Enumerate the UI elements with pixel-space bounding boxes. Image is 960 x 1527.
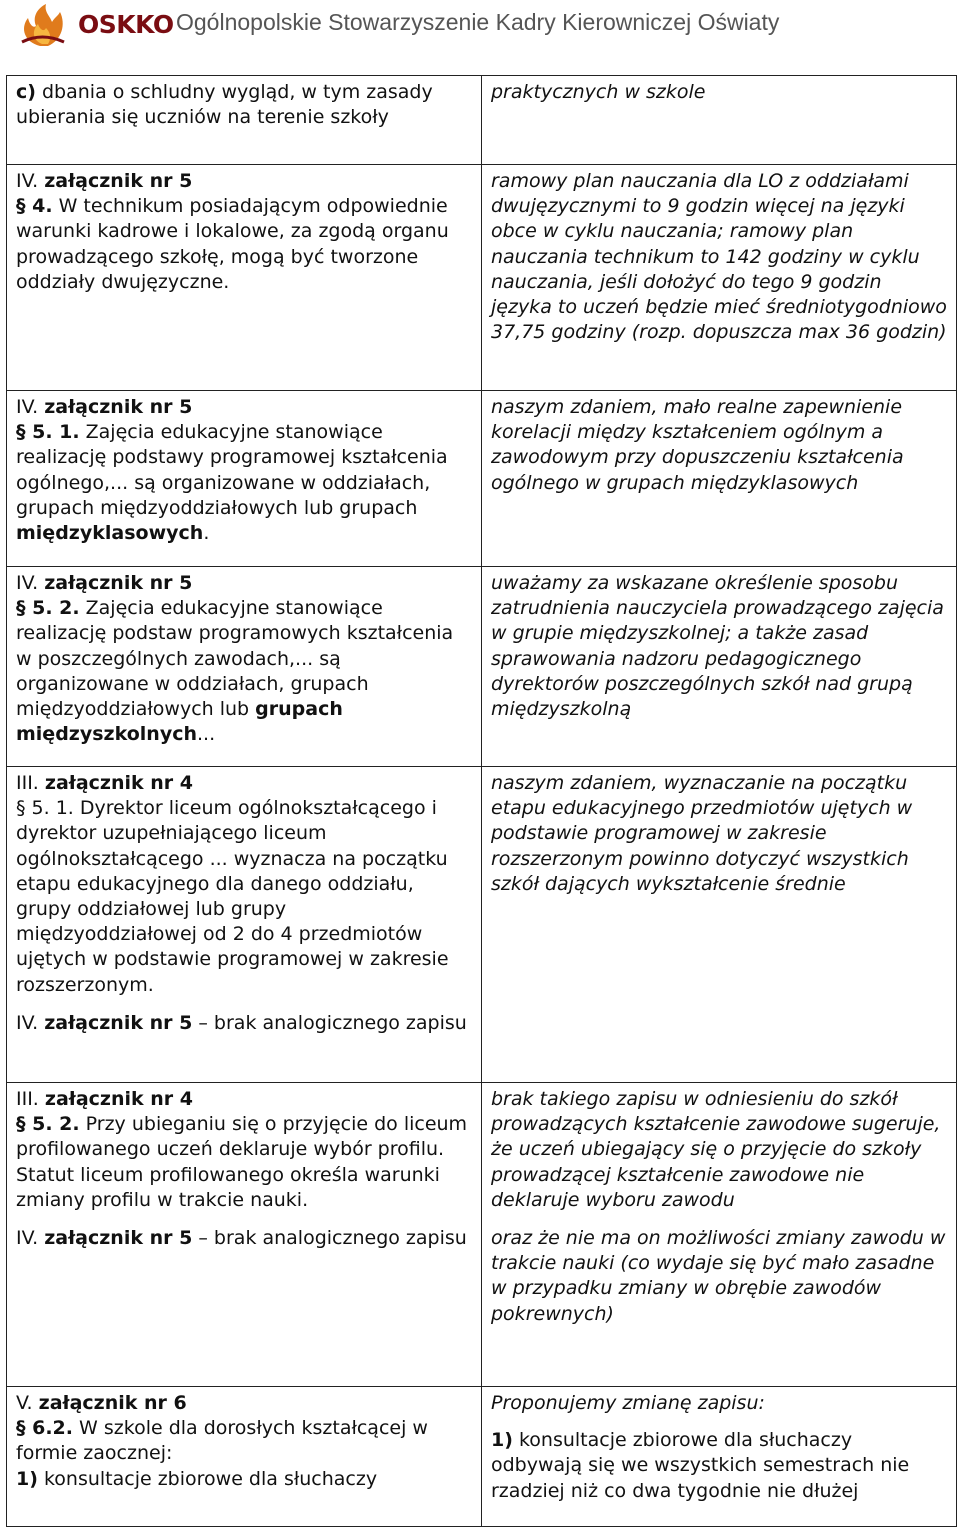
provision-cell	[7, 567, 482, 767]
comment-text: Proponujemy zmianę zapisu:	[491, 1392, 765, 1414]
attachment-reference: załącznik nr 6	[38, 1392, 187, 1414]
comment-text: ramowy plan nauczania dla LO z oddziałami dwujęzycznymi to 9 godzin więcej na języki obce w cyklu nauczania; ramowy plan nauczania technikum to 142 godziny w cyklu nauczania, jeśli dołożyć do tego 9 godzin języka to uczeń będzie mieć średniotygodniowo 37,75 godziny (rozp. dopuszcza max 36 godzin)	[491, 170, 947, 344]
provision-cell	[7, 76, 482, 165]
item-label: c)	[16, 81, 36, 103]
attachment-reference: załącznik nr 4	[44, 1088, 193, 1110]
table-row	[7, 165, 957, 391]
reference-prefix: III.	[16, 1088, 45, 1110]
organization-name: Ogólnopolskie Stowarzyszenie Kadry Kierowniczej Oświaty	[176, 9, 780, 35]
paragraph-number: § 5. 1.	[16, 421, 80, 444]
reference-note: – brak analogicznego zapisu	[192, 1011, 467, 1034]
table-row	[7, 767, 957, 1083]
comment-cell	[482, 391, 957, 567]
comment-text: naszym zdaniem, wyznaczanie na początku etapu edukacyjnego przedmiotów ujętych w podstawie programowej w zakresie rozszerzonym powinno dotyczyć wszystkich szkół dających wykształcenie średnie	[491, 772, 913, 895]
attachment-reference: załącznik nr 5	[44, 1227, 193, 1250]
reference-prefix: V.	[16, 1392, 39, 1414]
comment-text: oraz że nie ma on możliwości zmiany zawodu w trakcie nauki (co wydaje się być mało zasadne w przypadku zmiany w obrębie zawodów pokrewnych)	[491, 1227, 946, 1325]
provision-text: Statut liceum profilowanego określa warunki zmiany profilu w trakcie nauki.	[16, 1163, 440, 1211]
item-number: 1)	[491, 1429, 513, 1452]
attachment-reference: załącznik nr 5	[44, 170, 193, 192]
reference-prefix: IV.	[16, 396, 45, 418]
provision-emphasis: międzyklasowych	[16, 522, 204, 545]
reference-note: – brak analogicznego zapisu	[192, 1227, 467, 1250]
reference-prefix: IV.	[16, 572, 45, 594]
comments-table	[6, 75, 957, 1527]
comment-cell	[482, 165, 957, 391]
provision-cell	[7, 1083, 482, 1387]
paragraph-number: § 6.2.	[16, 1417, 73, 1440]
provision-text: Przy ubieganiu się o przyjęcie do liceum profilowanego uczeń deklaruje wybór profilu.	[16, 1113, 468, 1161]
oskko-logo	[18, 2, 174, 48]
provision-text: Zajęcia edukacyjne stanowiące realizację podstaw programowych kształcenia w poszczególnych zawodach,... są organizowane w oddziałach, grupach międzyoddziałowych lub	[16, 597, 454, 721]
paragraph-number: § 5. 2.	[16, 1113, 80, 1136]
provision-text: W szkole dla dorosłych kształcącej w formie zaocznej:	[16, 1417, 428, 1465]
provision-cell	[7, 1387, 482, 1527]
attachment-reference: załącznik nr 5	[44, 572, 193, 594]
table-row	[7, 391, 957, 567]
paragraph-number: § 4.	[16, 195, 53, 218]
comment-text: naszym zdaniem, mało realne zapewnienie korelacji między kształceniem ogólnym a zawodowym przy dopuszczeniu kształcenia ogólnego w grupach międzyklasowych	[491, 396, 904, 494]
provision-text: § 5. 1. Dyrektor liceum ogólnokształcącego i dyrektor uzupełniającego liceum ogólnokształcącego ... wyznacza na początku etapu edukacyjnego dla danego oddziału, grupy oddziałowej lub grupy międzyoddziałowej od 2 do 4 przedmiotów ujętych w podstawie programowej w zakresie rozszerzonym.	[16, 797, 449, 996]
table-row	[7, 76, 957, 165]
reference-prefix: IV.	[16, 1227, 45, 1250]
provision-cell	[7, 767, 482, 1083]
paragraph-number: § 5. 2.	[16, 597, 80, 620]
provision-cell	[7, 165, 482, 391]
comment-cell	[482, 567, 957, 767]
provision-text: konsultacje zbiorowe dla słuchaczy	[37, 1467, 378, 1490]
provision-cell	[7, 391, 482, 567]
provision-text: Zajęcia edukacyjne stanowiące realizację podstawy programowej kształcenia ogólnego,... są organizowane w oddziałach, grupach międzyoddziałowych lub grupach	[16, 421, 448, 519]
table-row	[7, 1387, 957, 1527]
table-row	[7, 567, 957, 767]
logo-text: OSKKO	[78, 10, 174, 39]
provision-text: W technikum posiadającym odpowiednie warunki kadrowe i lokalowe, za zgodą organu prowadzącego szkołę, mogą być tworzone oddziały dwujęzyczne.	[16, 195, 449, 293]
comment-cell	[482, 76, 957, 165]
attachment-reference: załącznik nr 5	[44, 396, 193, 418]
provision-end: .	[203, 522, 210, 545]
reference-prefix: III.	[16, 772, 45, 794]
table-row	[7, 1083, 957, 1387]
item-number: 1)	[16, 1467, 38, 1490]
provision-text: dbania o schludny wygląd, w tym zasady ubierania się uczniów na terenie szkoły	[16, 81, 433, 129]
comment-cell	[482, 767, 957, 1083]
provision-end: ...	[197, 723, 216, 746]
attachment-reference: załącznik nr 5	[44, 1011, 193, 1034]
comment-text: uważamy za wskazane określenie sposobu zatrudnienia nauczyciela prowadzącego zajęcia w grupie międzyszkolnej; a także zasad sprawowania nadzoru pedagogicznego dyrektorów poszczególnych szkół nad grupą międzyszkolną	[491, 572, 944, 721]
comment-cell	[482, 1083, 957, 1387]
comment-cell	[482, 1387, 957, 1527]
comment-text: konsultacje zbiorowe dla słuchaczy odbywają się we wszystkich semestrach nie rzadziej niż co dwa tygodnie nie dłużej	[491, 1429, 910, 1502]
provision-emphasis: grupach międzyszkolnych	[16, 698, 343, 746]
reference-prefix: IV.	[16, 170, 45, 192]
comment-text: brak takiego zapisu w odniesieniu do szkół prowadzących kształcenie zawodowe sugeruje, że uczeń ubiegający się o przyjęcie do szkoły prowadzącej kształcenie zawodowe nie deklaruje wyboru zawodu	[491, 1088, 941, 1211]
page-header	[0, 0, 960, 60]
reference-prefix: IV.	[16, 1011, 45, 1034]
attachment-reference: załącznik nr 4	[44, 772, 193, 794]
document-table-wrapper	[6, 75, 956, 1517]
comment-text: praktycznych w szkole	[491, 81, 706, 103]
flame-icon	[18, 2, 68, 48]
